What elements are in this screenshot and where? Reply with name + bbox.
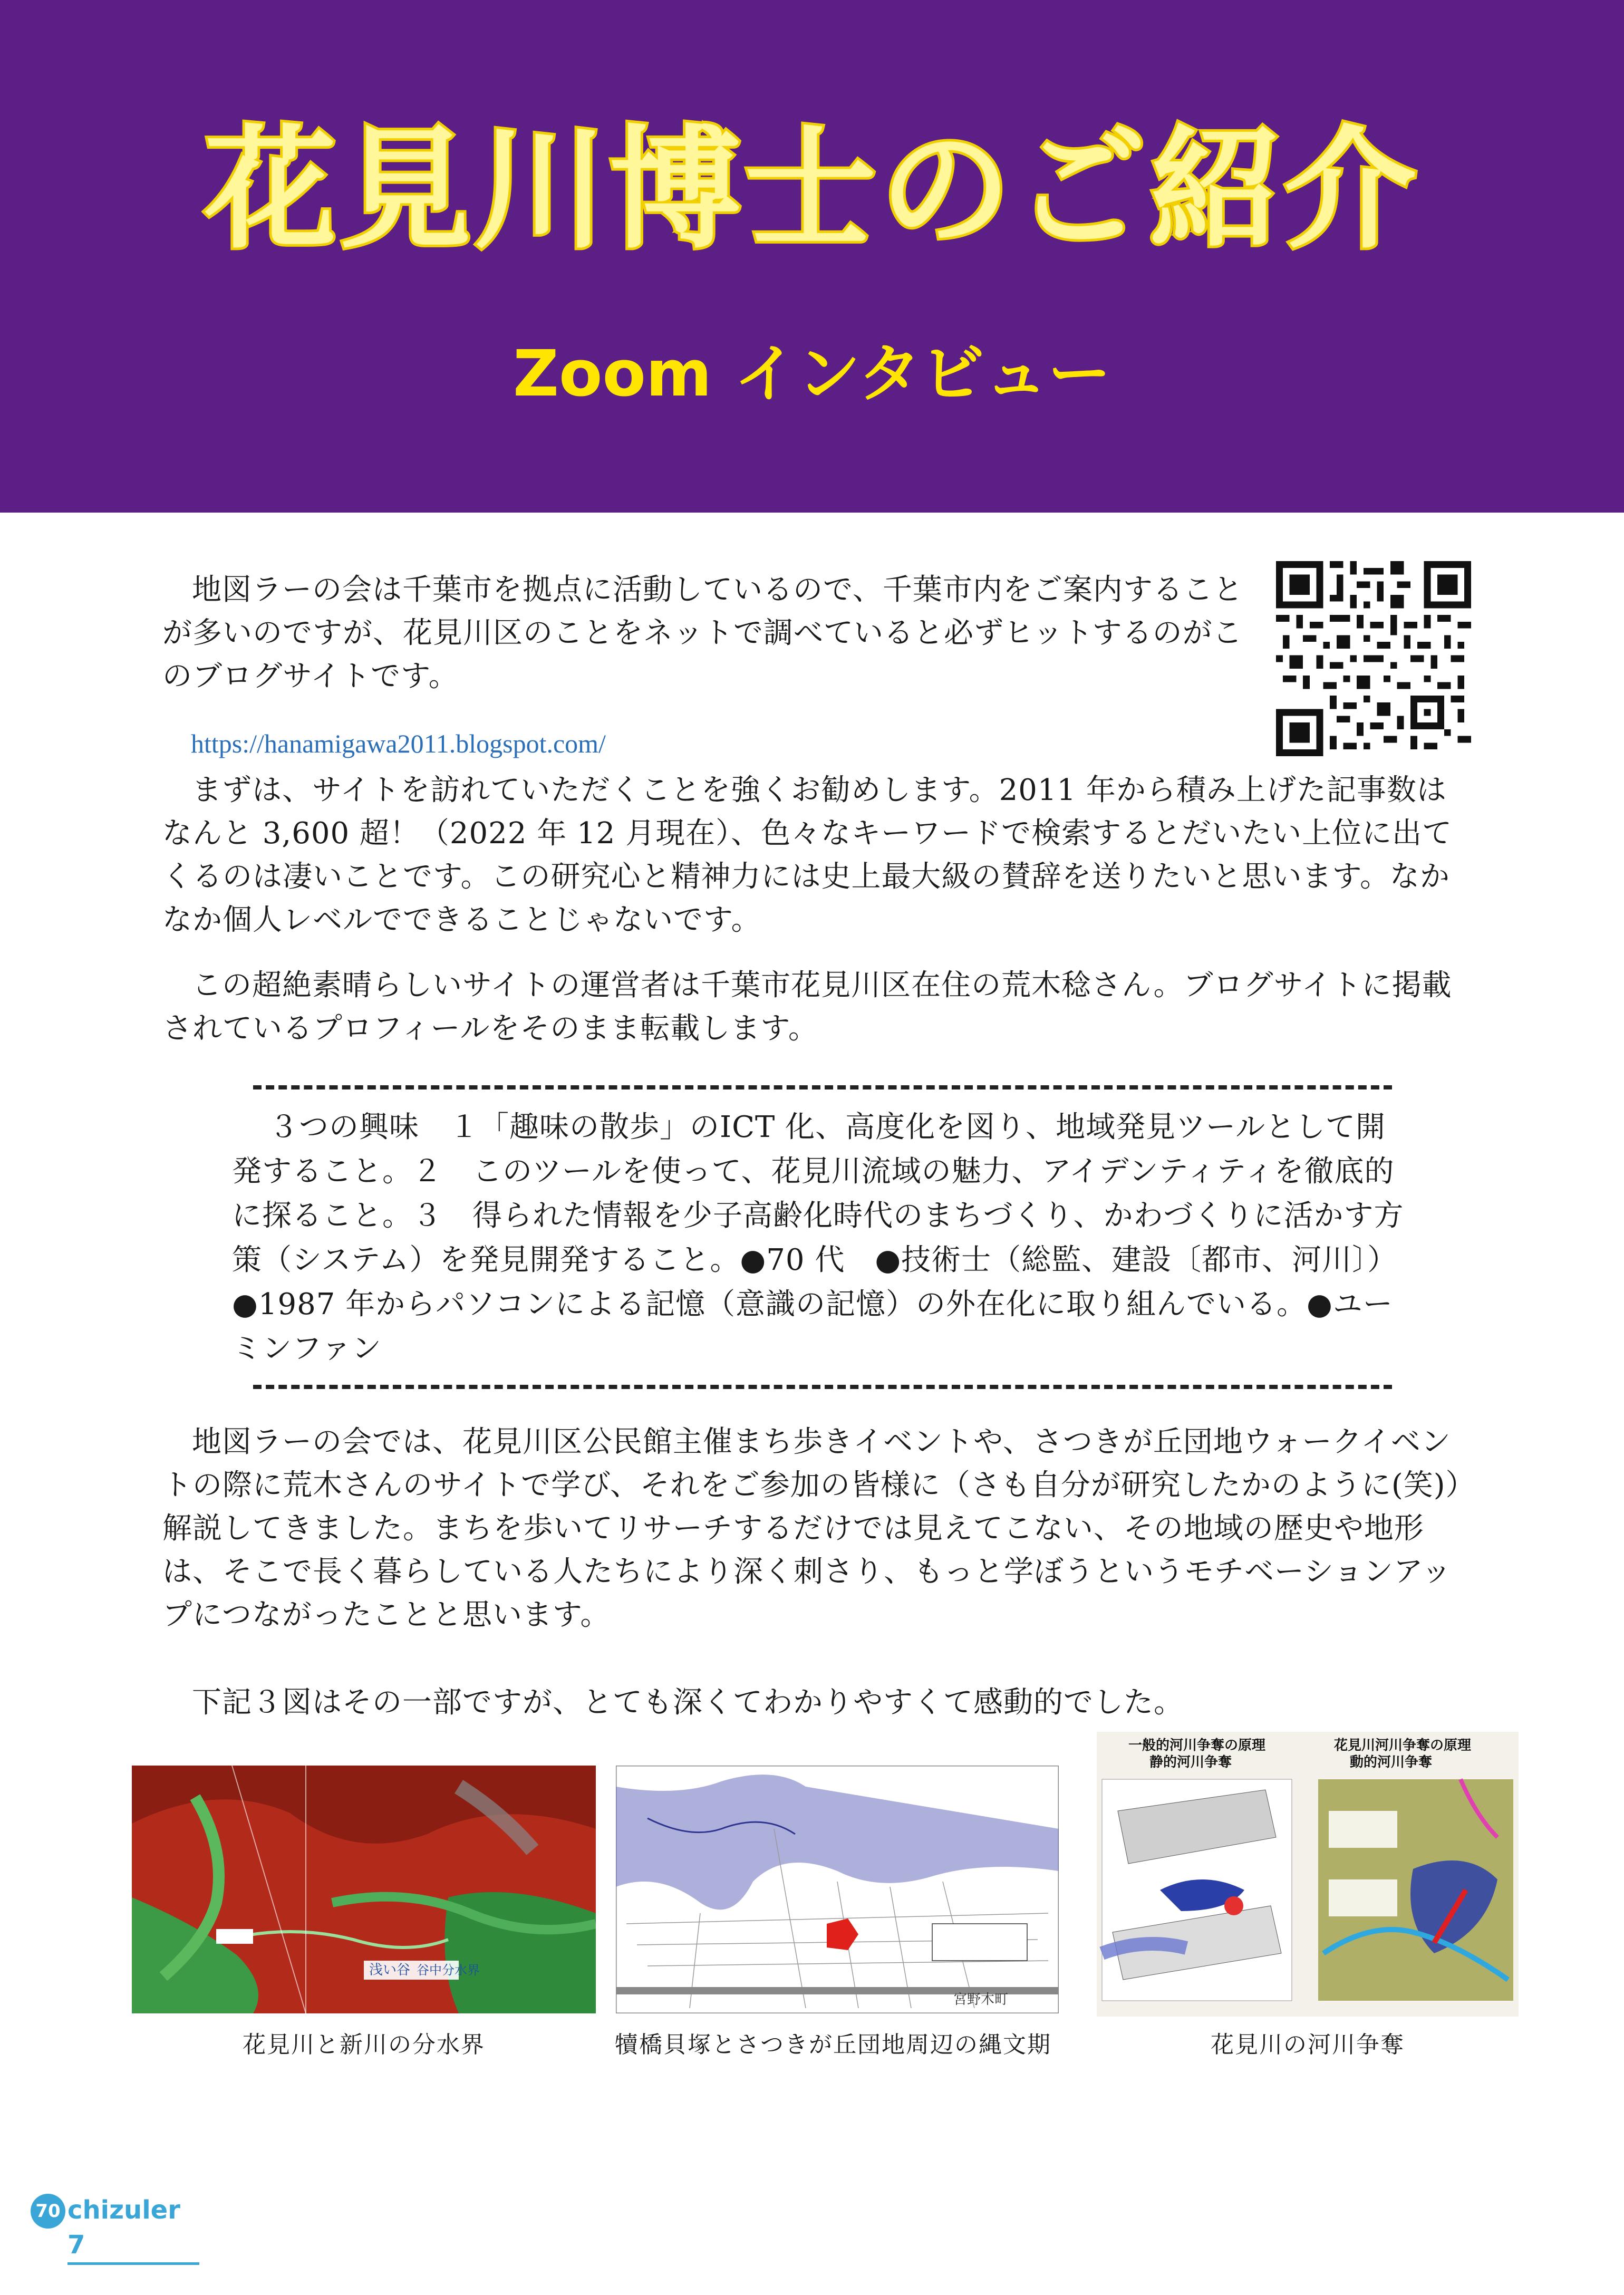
intro-paragraph-3: この超絶素晴らしいサイトの運営者は千葉市花見川区在住の荒木稔さん。ブログサイトに掲載されているプロフィールをそのまま転載します。 <box>162 968 1452 1046</box>
diagram-title-hanamigawa: 花見川河川争奪の原理 <box>1334 1738 1472 1753</box>
quote-divider-top <box>253 1085 1392 1089</box>
page-subtitle: Zoom インタビュー <box>513 338 1111 411</box>
figure-caption-2: 犢橋貝塚とさつきが丘団地周辺の縄文期 <box>615 2031 1051 2058</box>
header-banner <box>0 0 1624 513</box>
jomon-period-map <box>616 1766 1059 2013</box>
watershed-relief-map <box>132 1766 596 2013</box>
river-capture-diagram <box>1097 1732 1519 2017</box>
figure-caption-1: 花見川と新川の分水界 <box>243 2031 485 2058</box>
quote-divider-bottom <box>253 1385 1392 1389</box>
publication-name: chizuler 7 <box>67 2193 199 2265</box>
map-label-divide: 谷中分水界 <box>417 1963 480 1978</box>
diagram-subtitle-dynamic: 動的河川争奪 <box>1350 1754 1433 1770</box>
qr-code-icon[interactable] <box>1276 561 1471 756</box>
intro-paragraph-2: まずは、サイトを訪れていただくことを強くお勧めします。2011 年から積み上げた記事数はなんと 3,600 超！（2022 年 12 月現在）、色々なキーワードで検索するとだいたい上位に出てくるのは凄いことです。この研究心と精神力には史上最大級の賛辞を送りたいと思います。なかなか個人レベルでできることじゃないです。 <box>162 773 1453 937</box>
map-label-shallow-valley: 浅い谷 <box>369 1962 411 1978</box>
page-number: 70 <box>31 2194 65 2229</box>
page-footer <box>31 2191 199 2260</box>
intro-paragraph-1: 地図ラーの会は千葉市を拠点に活動しているので、千葉市内をご案内することが多いのですが、花見川区のことをネットで調べていると必ずヒットするのがこのブログサイトです。 <box>162 573 1243 693</box>
figure-caption-3: 花見川の河川争奪 <box>1211 2031 1405 2058</box>
profile-quote: ３つの興味 １「趣味の散歩」のICT 化、高度化を図り、地域発見ツールとして開発すること。２ このツールを使って、花見川流域の魅力、アイデンティティを徹底的に探ること。３ 得られた情報を少子高齢化時代のまちづくり、かわづくりに活かす方策（システム）を発見開発すること。●70 代 ●技術士（総監、建設〔都市、河川〕）●1987 年からパソコンによる記憶（意識の記憶）の外在化に取り組んでいる。●ユーミンファン <box>232 1110 1404 1366</box>
diagram-subtitle-static: 静的河川争奪 <box>1149 1754 1232 1770</box>
diagram-title-general: 一般的河川争奪の原理 <box>1128 1738 1266 1753</box>
blog-link[interactable]: https://hanamigawa2011.blogspot.com/ <box>191 729 606 758</box>
body-paragraph-1: 地図ラーの会では、花見川区公民館主催まち歩きイベントや、さつきが丘団地ウォークイベントの際に荒木さんのサイトで学び、それをご参加の皆様に（さも自分が研究したかのように(笑)）解説してきました。まちを歩いてリサーチするだけでは見えてこない、その地域の歴史や地形は、そこで長く暮らしている人たちにより深く刺さり、もっと学ぼうというモチベーションアップにつながったことと思います。 <box>162 1425 1461 1632</box>
map-label-miyanogi: 宮野木町 <box>953 1992 1009 2008</box>
body-paragraph-2: 下記３図はその一部ですが、とても深くてわかりやすくて感動的でした。 <box>192 1685 1184 1720</box>
page-title: 花見川博士のご紹介 <box>205 113 1419 266</box>
